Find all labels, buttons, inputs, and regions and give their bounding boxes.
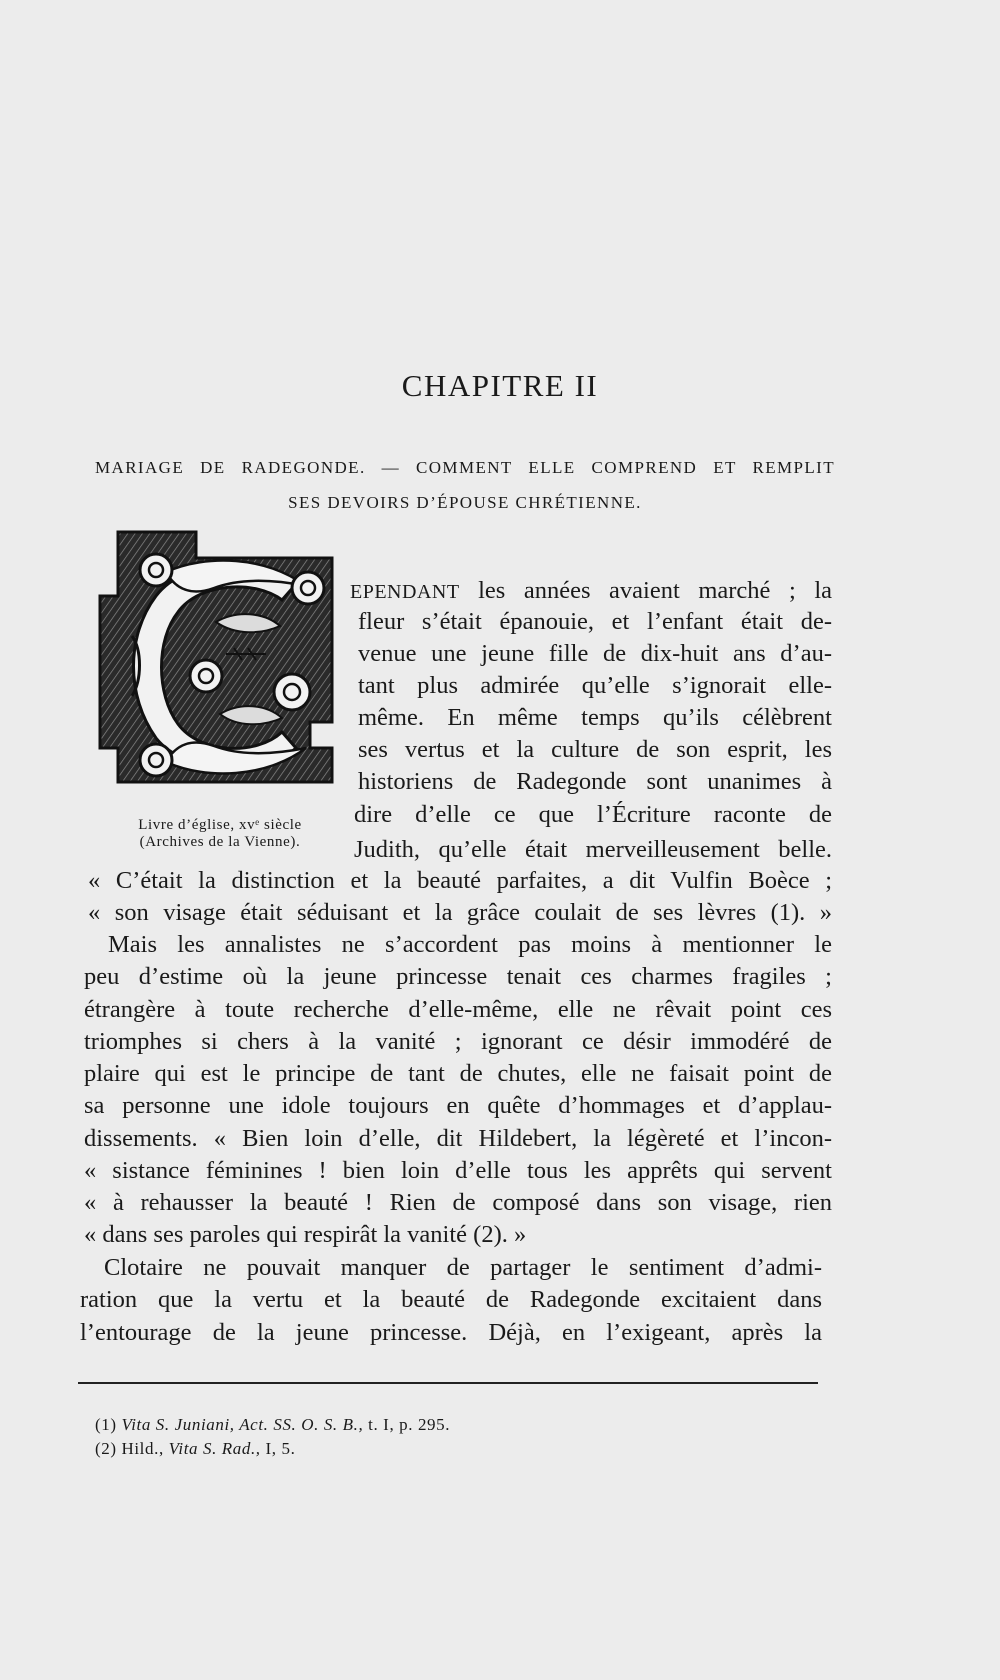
text-line: venue une jeune fille de dix-huit ans d’au- xyxy=(358,640,832,667)
text-line: triomphes si chers à la vanité ; ignorant ce désir immodéré de xyxy=(84,1028,832,1055)
chapter-subtitle-line-2: SES DEVOIRS D’ÉPOUSE CHRÉTIENNE. xyxy=(288,493,642,512)
footnote-2-rest: I, 5. xyxy=(260,1439,296,1458)
text-line: historiens de Radegonde sont unanimes à xyxy=(358,768,832,795)
text-line: fleur s’était épanouie, et l’enfant était de- xyxy=(358,608,832,635)
text-line: plaire qui est le principe de tant de chutes, elle ne faisait point de xyxy=(84,1060,832,1087)
footnote-2 xyxy=(95,1439,295,1459)
text-line xyxy=(350,576,832,607)
text-line: même. En même temps qu’ils célèbrent xyxy=(358,704,832,731)
footnote-1-number: (1) xyxy=(95,1415,117,1434)
text-line: « à rehausser la beauté ! Rien de composé dans son visage, rien xyxy=(84,1189,832,1216)
text-line: étrangère à toute recherche d’elle-même, elle ne rêvait point ces xyxy=(84,996,832,1023)
first-word: EPENDANT xyxy=(350,581,460,603)
footnote-2-italic: Vita S. Rad., xyxy=(168,1439,261,1458)
chapter-title: CHAPITRE II xyxy=(401,368,599,403)
text-line: Mais les annalistes ne s’accordent pas moins à mentionner le xyxy=(108,931,832,958)
footnote-1 xyxy=(95,1415,450,1435)
text-line: Clotaire ne pouvait manquer de partager le sentiment d’admi- xyxy=(104,1254,822,1281)
text-line: « sistance féminines ! bien loin d’elle tous les apprêts qui servent xyxy=(84,1157,832,1184)
footnote-1-italic: Vita S. Juniani, Act. SS. O. S. B., xyxy=(121,1415,364,1434)
footnote-2-pre: Hild., xyxy=(116,1439,169,1458)
text-line: dire d’elle ce que l’Écriture raconte de xyxy=(354,801,832,828)
footnote-1-rest: t. I, p. 295. xyxy=(363,1415,451,1434)
text-line: l’entourage de la jeune princesse. Déjà, en l’exigeant, après la xyxy=(80,1319,822,1346)
text-line: ration que la vertu et la beauté de Radegonde excitaient dans xyxy=(80,1286,822,1313)
text-line: Judith, qu’elle était merveilleusement belle. xyxy=(354,836,832,863)
illustration-caption-line-2: (Archives de la Vienne). xyxy=(139,834,301,850)
text-line: sa personne une idole toujours en quête d’hommages et d’applau- xyxy=(84,1092,832,1119)
text-line: dissements. « Bien loin d’elle, dit Hildebert, la légèreté et l’incon- xyxy=(84,1125,832,1152)
chapter-subtitle-line-1: MARIAGE DE RADEGONDE. — COMMENT ELLE COMPREND ET REMPLIT xyxy=(95,458,835,477)
text-line: ses vertus et la culture de son esprit, les xyxy=(358,736,832,763)
illustration-caption-line-1: Livre d’église, xvᵉ siècle xyxy=(138,817,302,833)
text-line: peu d’estime où la jeune princesse tenait ces charmes fragiles ; xyxy=(84,963,832,990)
text-line: tant plus admirée qu’elle s’ignorait elle- xyxy=(358,672,832,699)
footnote-2-number: (2) xyxy=(95,1439,117,1458)
text-line: « dans ses paroles qui respirât la vanité (2). » xyxy=(84,1221,527,1248)
ornamental-initial-c xyxy=(96,526,338,808)
text-line: « son visage était séduisant et la grâce coulait de ses lèvres (1). » xyxy=(88,899,832,926)
text-line: « C’était la distinction et la beauté parfaites, a dit Vulfin Boèce ; xyxy=(88,867,832,894)
footnote-separator xyxy=(78,1382,818,1384)
text-line-content: les années avaient marché ; la xyxy=(459,577,832,604)
